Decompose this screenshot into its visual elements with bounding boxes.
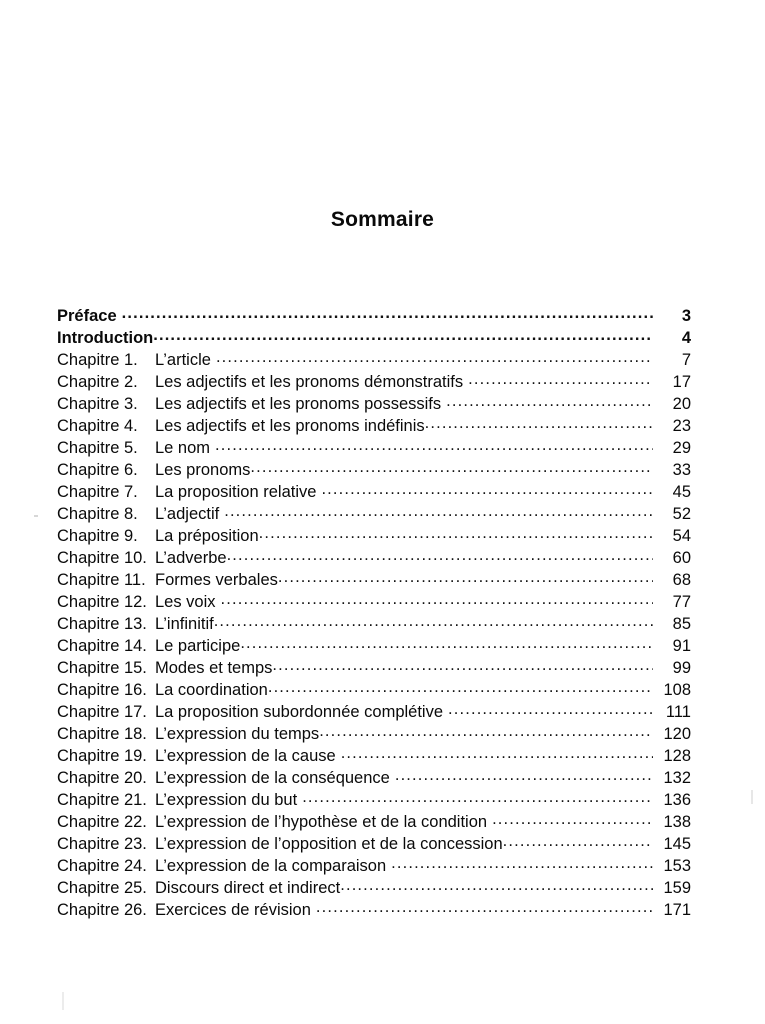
toc-entry-page-number: 138: [663, 813, 691, 831]
toc-entry[interactable]: [57, 437, 691, 459]
toc-entry-title: L’expression du temps: [155, 725, 320, 743]
toc-entry-page-number: 136: [663, 791, 691, 809]
toc-entry[interactable]: [57, 855, 691, 877]
page-title: Sommaire: [330, 208, 435, 231]
toc-entry-title: La proposition relative: [155, 483, 317, 501]
toc-entry-title: Exercices de révision: [155, 901, 311, 919]
toc-entry[interactable]: [57, 811, 691, 833]
toc-entry-page-number: 3: [681, 307, 691, 325]
toc-leader-dots: [216, 349, 653, 365]
toc-leader-dots: [492, 811, 653, 827]
toc-entry-title: La coordination: [155, 681, 268, 699]
toc-entry-chapter-label: Chapitre 4.: [57, 417, 138, 435]
toc-leader-dots: [227, 547, 653, 563]
toc-leader-dots: [468, 371, 653, 387]
toc-entry-title: Les adjectifs et les pronoms possessifs: [155, 395, 442, 413]
toc-leader-dots: [122, 305, 653, 321]
toc-entry-title: Préface: [57, 307, 117, 325]
toc-entry-chapter-label: Chapitre 3.: [57, 395, 138, 413]
toc-leader-dots: [278, 569, 653, 585]
toc-entry-page-number: 111: [665, 703, 691, 721]
toc-entry-page-number: 145: [663, 835, 691, 853]
toc-leader-dots: [302, 789, 653, 805]
toc-leader-dots: [221, 591, 653, 607]
toc-entry-chapter-label: Chapitre 18.: [57, 725, 147, 743]
table-of-contents: [57, 305, 691, 921]
toc-entry-page-number: 60: [672, 549, 691, 567]
toc-entry[interactable]: [57, 305, 691, 327]
toc-entry-title: L’adverbe: [155, 549, 227, 567]
toc-entry[interactable]: [57, 481, 691, 503]
toc-entry-page-number: 85: [672, 615, 691, 633]
toc-entry-chapter-label: Chapitre 10.: [57, 549, 147, 567]
toc-entry-chapter-label: Chapitre 21.: [57, 791, 147, 809]
scan-artifact-left: [34, 515, 38, 517]
toc-entry-title: Introduction: [57, 329, 154, 347]
toc-leader-dots: [272, 657, 653, 673]
toc-entry[interactable]: [57, 415, 691, 437]
toc-entry-page-number: 171: [663, 901, 691, 919]
toc-entry-title: Discours direct et indirect: [155, 879, 341, 897]
toc-leader-dots: [503, 833, 653, 849]
toc-entry-chapter-label: Chapitre 13.: [57, 615, 147, 633]
toc-leader-dots: [321, 481, 653, 497]
toc-leader-dots: [319, 723, 653, 739]
toc-entry-title: L’adjectif: [155, 505, 220, 523]
toc-leader-dots: [316, 899, 653, 915]
toc-entry-title: Formes verbales: [155, 571, 278, 589]
toc-entry-chapter-label: Chapitre 22.: [57, 813, 147, 831]
toc-entry[interactable]: [57, 833, 691, 855]
toc-entry-page-number: 159: [663, 879, 691, 897]
toc-entry-title: L’infinitif: [155, 615, 214, 633]
toc-leader-dots: [215, 437, 653, 453]
toc-entry[interactable]: [57, 701, 691, 723]
toc-entry[interactable]: [57, 591, 691, 613]
toc-entry-chapter-label: Chapitre 8.: [57, 505, 138, 523]
toc-entry-title: Modes et temps: [155, 659, 273, 677]
toc-entry[interactable]: [57, 613, 691, 635]
toc-entry-chapter-label: Chapitre 17.: [57, 703, 147, 721]
toc-entry-chapter-label: Chapitre 19.: [57, 747, 147, 765]
toc-entry-page-number: 33: [672, 461, 691, 479]
toc-entry-page-number: 20: [672, 395, 691, 413]
toc-entry[interactable]: [57, 503, 691, 525]
toc-leader-dots: [391, 855, 653, 871]
toc-entry[interactable]: [57, 789, 691, 811]
toc-entry[interactable]: [57, 349, 691, 371]
toc-leader-dots: [153, 327, 653, 343]
toc-entry-page-number: 132: [663, 769, 691, 787]
toc-entry-title: L’expression de l’hypothèse et de la condition: [155, 813, 488, 831]
toc-entry-chapter-label: Chapitre 2.: [57, 373, 138, 391]
toc-entry-title: L’expression de la comparaison: [155, 857, 387, 875]
toc-entry-chapter-label: Chapitre 16.: [57, 681, 147, 699]
toc-entry-page-number: 29: [672, 439, 691, 457]
toc-entry-page-number: 99: [672, 659, 691, 677]
toc-entry-page-number: 7: [681, 351, 691, 369]
toc-entry-chapter-label: Chapitre 7.: [57, 483, 138, 501]
toc-entry[interactable]: [57, 525, 691, 547]
toc-leader-dots: [395, 767, 653, 783]
toc-entry-title: L’expression du but: [155, 791, 298, 809]
toc-leader-dots: [448, 701, 653, 717]
toc-entry-title: L’expression de la conséquence: [155, 769, 390, 787]
toc-entry[interactable]: [57, 767, 691, 789]
toc-entry-chapter-label: Chapitre 6.: [57, 461, 138, 479]
toc-entry-page-number: 52: [672, 505, 691, 523]
toc-entry[interactable]: [57, 899, 691, 921]
toc-entry-chapter-label: Chapitre 12.: [57, 593, 147, 611]
toc-entry-chapter-label: Chapitre 20.: [57, 769, 147, 787]
toc-entry-chapter-label: Chapitre 15.: [57, 659, 147, 677]
toc-entry-page-number: 77: [672, 593, 691, 611]
toc-entry-page-number: 23: [672, 417, 691, 435]
toc-entry[interactable]: [57, 327, 691, 349]
toc-entry-title: Le nom: [155, 439, 211, 457]
toc-entry-page-number: 45: [672, 483, 691, 501]
toc-entry-title: Les voix: [155, 593, 216, 611]
toc-entry-title: Les adjectifs et les pronoms démonstratifs: [155, 373, 464, 391]
toc-entry-page-number: 153: [663, 857, 691, 875]
scan-artifact-bottom: [62, 992, 64, 1010]
toc-entry-page-number: 68: [672, 571, 691, 589]
toc-entry-chapter-label: Chapitre 25.: [57, 879, 147, 897]
toc-entry-page-number: 108: [663, 681, 691, 699]
toc-entry-page-number: 17: [672, 373, 691, 391]
toc-entry[interactable]: [57, 877, 691, 899]
toc-entry[interactable]: [57, 393, 691, 415]
toc-entry[interactable]: [57, 459, 691, 481]
toc-entry-chapter-label: Chapitre 23.: [57, 835, 147, 853]
toc-entry-chapter-label: Chapitre 24.: [57, 857, 147, 875]
toc-entry-title: La préposition: [155, 527, 259, 545]
toc-entry[interactable]: [57, 679, 691, 701]
toc-entry[interactable]: [57, 547, 691, 569]
toc-leader-dots: [250, 459, 653, 475]
toc-entry-page-number: 120: [663, 725, 691, 743]
toc-entry-title: La proposition subordonnée complétive: [155, 703, 444, 721]
scan-artifact-right: [751, 790, 753, 804]
toc-leader-dots: [446, 393, 653, 409]
toc-leader-dots: [214, 613, 653, 629]
toc-entry-title: Les pronoms: [155, 461, 251, 479]
toc-leader-dots: [340, 877, 653, 893]
toc-leader-dots: [425, 415, 653, 431]
toc-leader-dots: [268, 679, 653, 695]
toc-entry-title: L’expression de l’opposition et de la concession: [155, 835, 503, 853]
toc-entry[interactable]: [57, 745, 691, 767]
toc-entry-chapter-label: Chapitre 11.: [57, 571, 146, 589]
toc-leader-dots: [224, 503, 653, 519]
toc-entry[interactable]: [57, 635, 691, 657]
toc-entry-page-number: 54: [672, 527, 691, 545]
toc-leader-dots: [341, 745, 653, 761]
toc-entry[interactable]: [57, 723, 691, 745]
toc-entry[interactable]: [57, 371, 691, 393]
toc-entry-title: L’article: [155, 351, 211, 369]
toc-entry-title: Le participe: [155, 637, 241, 655]
toc-entry-chapter-label: Chapitre 14.: [57, 637, 147, 655]
toc-entry-chapter-label: Chapitre 9.: [57, 527, 138, 545]
toc-entry[interactable]: [57, 657, 691, 679]
toc-entry[interactable]: [57, 569, 691, 591]
toc-entry-chapter-label: Chapitre 1.: [57, 351, 138, 369]
toc-entry-chapter-label: Chapitre 26.: [57, 901, 147, 919]
toc-entry-title: L’expression de la cause: [155, 747, 336, 765]
toc-leader-dots: [240, 635, 653, 651]
toc-leader-dots: [259, 525, 653, 541]
toc-entry-chapter-label: Chapitre 5.: [57, 439, 138, 457]
toc-entry-page-number: 91: [672, 637, 691, 655]
toc-entry-page-number: 128: [663, 747, 691, 765]
toc-entry-title: Les adjectifs et les pronoms indéfinis: [155, 417, 425, 435]
toc-entry-page-number: 4: [681, 329, 691, 347]
